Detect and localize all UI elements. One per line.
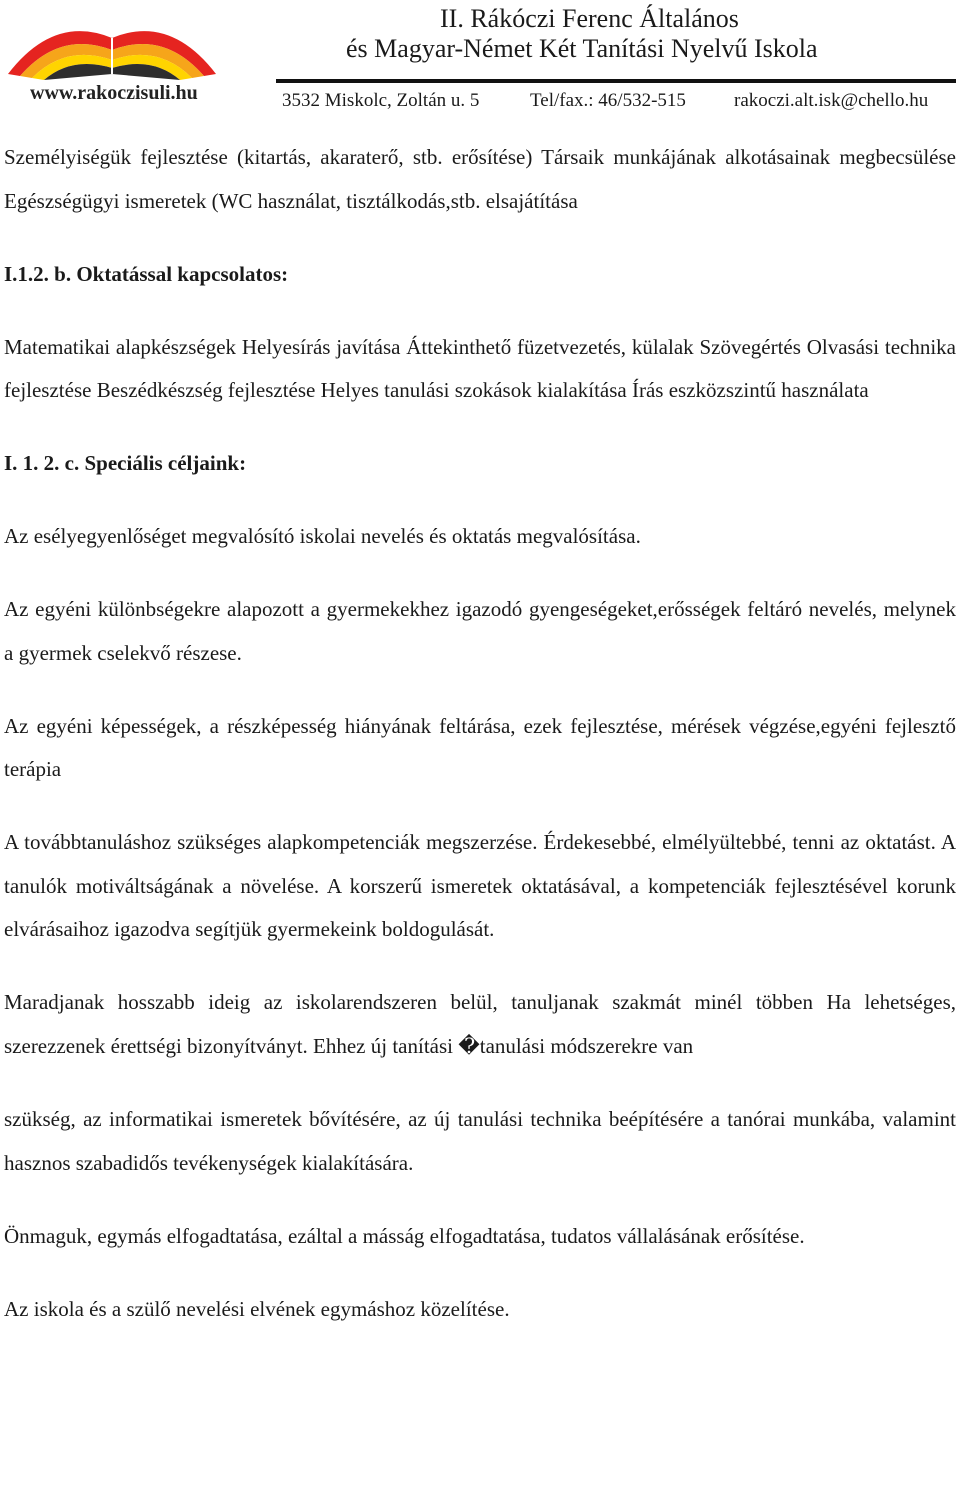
letterhead: [0, 0, 960, 120]
school-email: rakoczi.alt.isk@chello.hu: [734, 90, 929, 111]
document-body: [4, 136, 956, 1331]
paragraph: Az esélyegyenlőséget megvalósító iskolai nevelés és oktatás megvalósítása.: [4, 524, 641, 549]
paragraph: Matematikai alapkészségek Helyesírás javítása Áttekinthető füzetvezetés, külalak Szövegértés Olvasási technika fejlesztése Beszédkészség fejlesztése Helyes tanulási szokások kialakítása Írás eszközszintű használata: [4, 334, 956, 403]
paragraph: Maradjanak hosszabb ideig az iskolarendszeren belül, tanuljanak szakmát minél többen Ha lehetséges, szerezzenek érettségi bizonyítványt. Ehhez új tanítási �tanulási módszerekre van: [4, 990, 956, 1059]
school-logo: [4, 4, 219, 104]
paragraph: A továbbtanuláshoz szükséges alapkompetenciák megszerzése. Érdekesebbé, elmélyültebbé, tenni az oktatást. A tanulók motiváltságának a növelése. A korszerű ismeretek oktatásával, a kompetenciák fejlesztésével korunk elvárásaihoz igazodva segítjük gyermekeink boldogulását.: [4, 830, 956, 942]
school-telfax: Tel/fax.: 46/532-515: [530, 90, 686, 111]
section-heading: I.1.2. b. Oktatással kapcsolatos:: [4, 261, 289, 286]
paragraph: Az egyéni különbségekre alapozott a gyermekekhez igazodó gyengeségeket,erősségek feltáró nevelés, melynek a gyermek cselekvő részese.: [4, 597, 956, 665]
paragraph: Az iskola és a szülő nevelési elvének egymáshoz közelítése.: [4, 1296, 510, 1321]
logo-url: www.rakoczisuli.hu: [30, 82, 198, 104]
paragraph: Személyiségük fejlesztése (kitartás, akaraterő, stb. erősítése) Társaik munkájának alkotásainak megbecsülése Egészségügyi ismeretek (WC használat, tisztálkodás,stb. elsajátítása: [4, 145, 956, 213]
school-name-line1: II. Rákóczi Ferenc Általános: [440, 4, 739, 33]
paragraph: Az egyéni képességek, a részképesség hiányának feltárása, ezek fejlesztése, mérések végzése,egyéni fejlesztő terápia: [4, 713, 956, 782]
paragraph: szükség, az informatikai ismeretek bővítésére, az új tanulási technika beépítésére a tanórai munkába, valamint hasznos szabadidős tevékenységek kialakítására.: [4, 1107, 956, 1175]
school-name-line2: és Magyar-Német Két Tanítási Nyelvű Iskola: [346, 34, 818, 63]
book-flag-logo-icon: [4, 4, 219, 82]
header-divider: [276, 79, 956, 83]
school-address: 3532 Miskolc, Zoltán u. 5: [282, 90, 480, 111]
section-heading: I. 1. 2. c. Speciális céljaink:: [4, 451, 247, 476]
paragraph: Önmaguk, egymás elfogadtatása, ezáltal a másság elfogadtatása, tudatos vállalásának erősítése.: [4, 1223, 805, 1248]
